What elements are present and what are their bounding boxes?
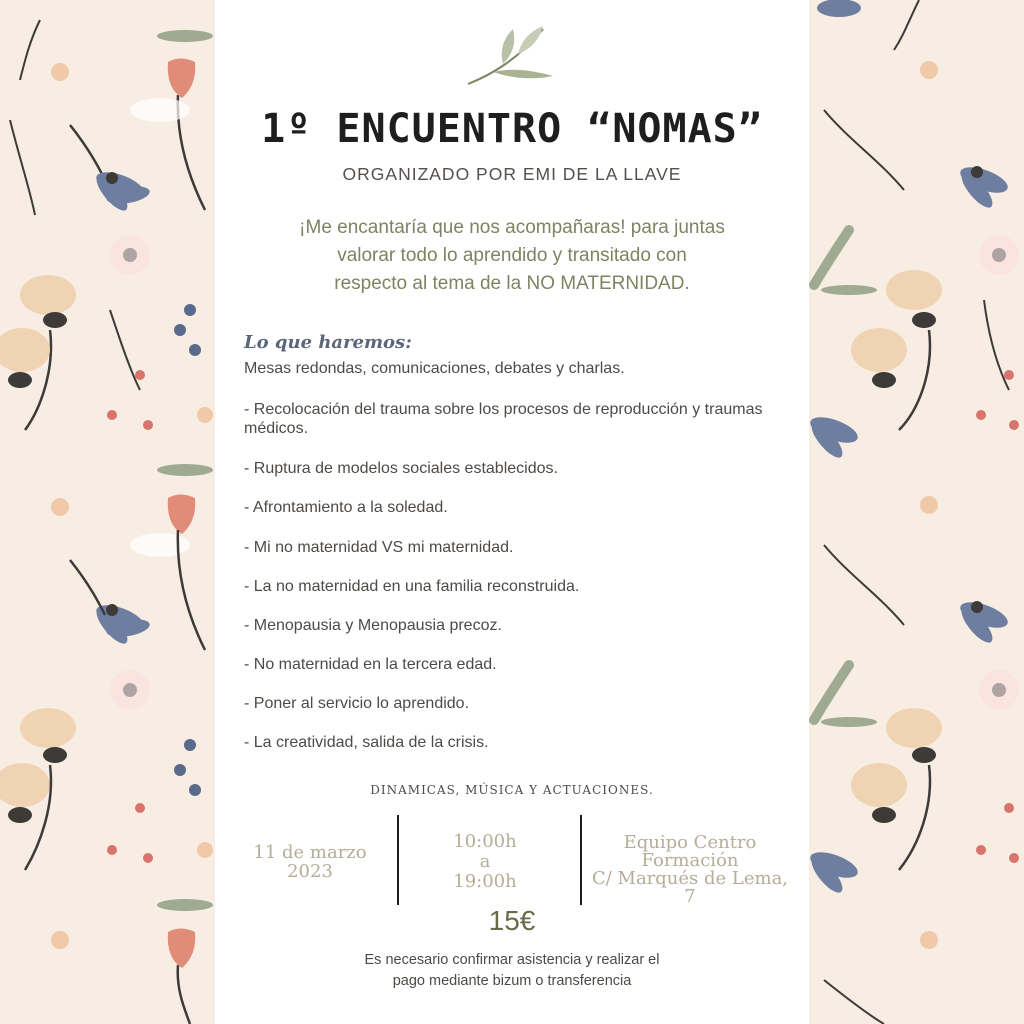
intro-line: respecto al tema de la NO MATERNIDAD. [334,273,690,294]
event-title: 1º ENCUENTRO “NOMAS” [261,106,763,152]
intro-line: valorar todo lo aprendido y transitado con [337,245,687,266]
activities-lead: Mesas redondas, comunicaciones, debates y charlas. [244,360,625,377]
time-end: 19:00h [453,871,517,892]
list-item: - La creatividad, salida de la crisis. [244,734,489,751]
organizer-subtitle: ORGANIZADO POR EMI DE LA LLAVE [342,164,682,184]
note-line: Es necesario confirmar asistencia y realizar el [364,952,660,968]
event-location [585,834,795,906]
leaf-sprig-icon [463,24,559,88]
divider [580,815,582,905]
activities-heading: Lo que haremos: [244,332,412,353]
location-line: Formación [641,850,739,871]
event-date [245,843,375,881]
floral-illustration [0,0,215,1024]
list-item: - Recolocación del trauma sobre los procesos de reproducción y traumas médicos. [244,401,763,437]
list-item: - La no maternidad en una familia reconstruida. [244,578,580,595]
location-line: C/ Marqués de Lema, 7 [591,868,789,907]
left-floral-pattern [0,0,215,1024]
intro-text [235,214,789,298]
date-line: 11 de marzo [253,842,367,863]
list-item: - No maternidad en la tercera edad. [244,656,497,673]
right-floral-pattern [809,0,1024,1024]
event-time [430,832,540,892]
floral-illustration [809,0,1024,1024]
list-item: - Afrontamiento a la soledad. [244,499,448,516]
extras-line: DINAMICAS, MÚSICA Y ACTUACIONES. [370,783,654,797]
date-line: 2023 [287,861,333,882]
list-item: - Menopausia y Menopausia precoz. [244,617,502,634]
list-item: - Ruptura de modelos sociales establecidos. [244,460,558,477]
time-start: 10:00h [453,831,517,852]
event-card [215,0,809,1024]
location-line: Equipo Centro [623,832,757,853]
confirmation-note [272,950,752,992]
list-item: - Mi no maternidad VS mi maternidad. [244,539,514,556]
time-separator: a [479,851,491,872]
event-price: 15€ [488,905,536,936]
activities-list [244,400,784,752]
note-line: pago mediante bizum o transferencia [392,973,632,989]
list-item: - Poner al servicio lo aprendido. [244,695,470,712]
divider [397,815,399,905]
intro-line: ¡Me encantaría que nos acompañaras! para juntas [299,217,725,238]
